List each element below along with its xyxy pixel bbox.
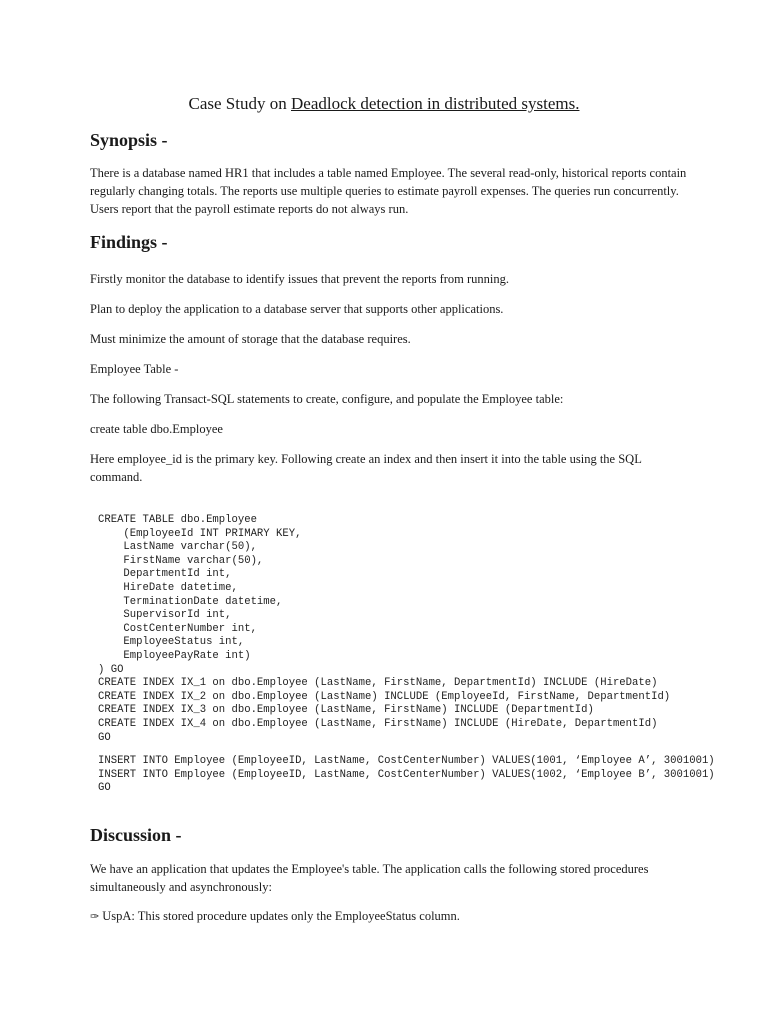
insert-code: INSERT INTO Employee (EmployeeID, LastName, CostCenterNumber) VALUES(1001, ‘Employee A’, 3001001) INSERT INTO Employee (EmployeeID, LastName, CostCenterNumber) VALUES(1002, ‘Employee B’, 3001001) GO — [98, 755, 715, 795]
synopsis-paragraph: There is a database named HR1 that includes a table named Employee. The several read-only, historical reports contain regularly changing totals. The reports use multiple queries to estimate payroll expenses. The queries run concurrently. Users report that the payroll estimate reports do not always run. — [90, 166, 687, 216]
synopsis-heading: Synopsis - — [90, 130, 168, 150]
employee-table-label: Employee Table - — [90, 362, 179, 376]
create-table-code: CREATE TABLE dbo.Employee (EmployeeId INT PRIMARY KEY, LastName varchar(50), FirstName varchar(50), DepartmentId int, HireDate datetime, TerminationDate datetime, SupervisorId int, CostCenterNumber int, EmployeeStatus int, EmployeePayRate int) ) GO CREATE INDEX IX_1 on dbo.Employee (LastName, FirstName, DepartmentId) INCLUDE (HireDate) CREATE INDEX IX_2 on dbo.Employee (LastName) INCLUDE (EmployeeId, FirstName, DepartmentId) CREATE INDEX IX_3 on dbo.Employee (LastName, FirstName) INCLUDE (DepartmentId) CREATE INDEX IX_4 on dbo.Employee (LastName, FirstName) INCLUDE (HireDate, DepartmentId) GO — [98, 514, 671, 744]
pointing-hand-icon: ✑ — [90, 910, 100, 923]
create-table-line: create table dbo.Employee — [90, 422, 223, 436]
discussion-bullet — [90, 907, 690, 926]
document-title — [0, 94, 768, 114]
findings-item-storage: Must minimize the amount of storage that the database requires. — [90, 332, 411, 346]
discussion-heading: Discussion - — [90, 825, 182, 845]
discussion-paragraph: We have an application that updates the Employee's table. The application calls the following stored procedures simultaneously and asynchronously: — [90, 862, 649, 894]
title-prefix: Case Study on — [188, 94, 291, 113]
primary-key-note: Here employee_id is the primary key. Following create an index and then insert it into the table using the SQL command. — [90, 452, 642, 484]
tsql-intro: The following Transact-SQL statements to create, configure, and populate the Employee table: — [90, 392, 564, 406]
findings-item-monitor: Firstly monitor the database to identify issues that prevent the reports from running. — [90, 272, 510, 286]
findings-heading: Findings - — [90, 232, 168, 252]
title-topic: Deadlock detection in distributed systems. — [291, 94, 580, 113]
findings-item-deploy: Plan to deploy the application to a database server that supports other applications. — [90, 302, 504, 316]
bullet-text: UspA: This stored procedure updates only the EmployeeStatus column. — [102, 909, 460, 923]
